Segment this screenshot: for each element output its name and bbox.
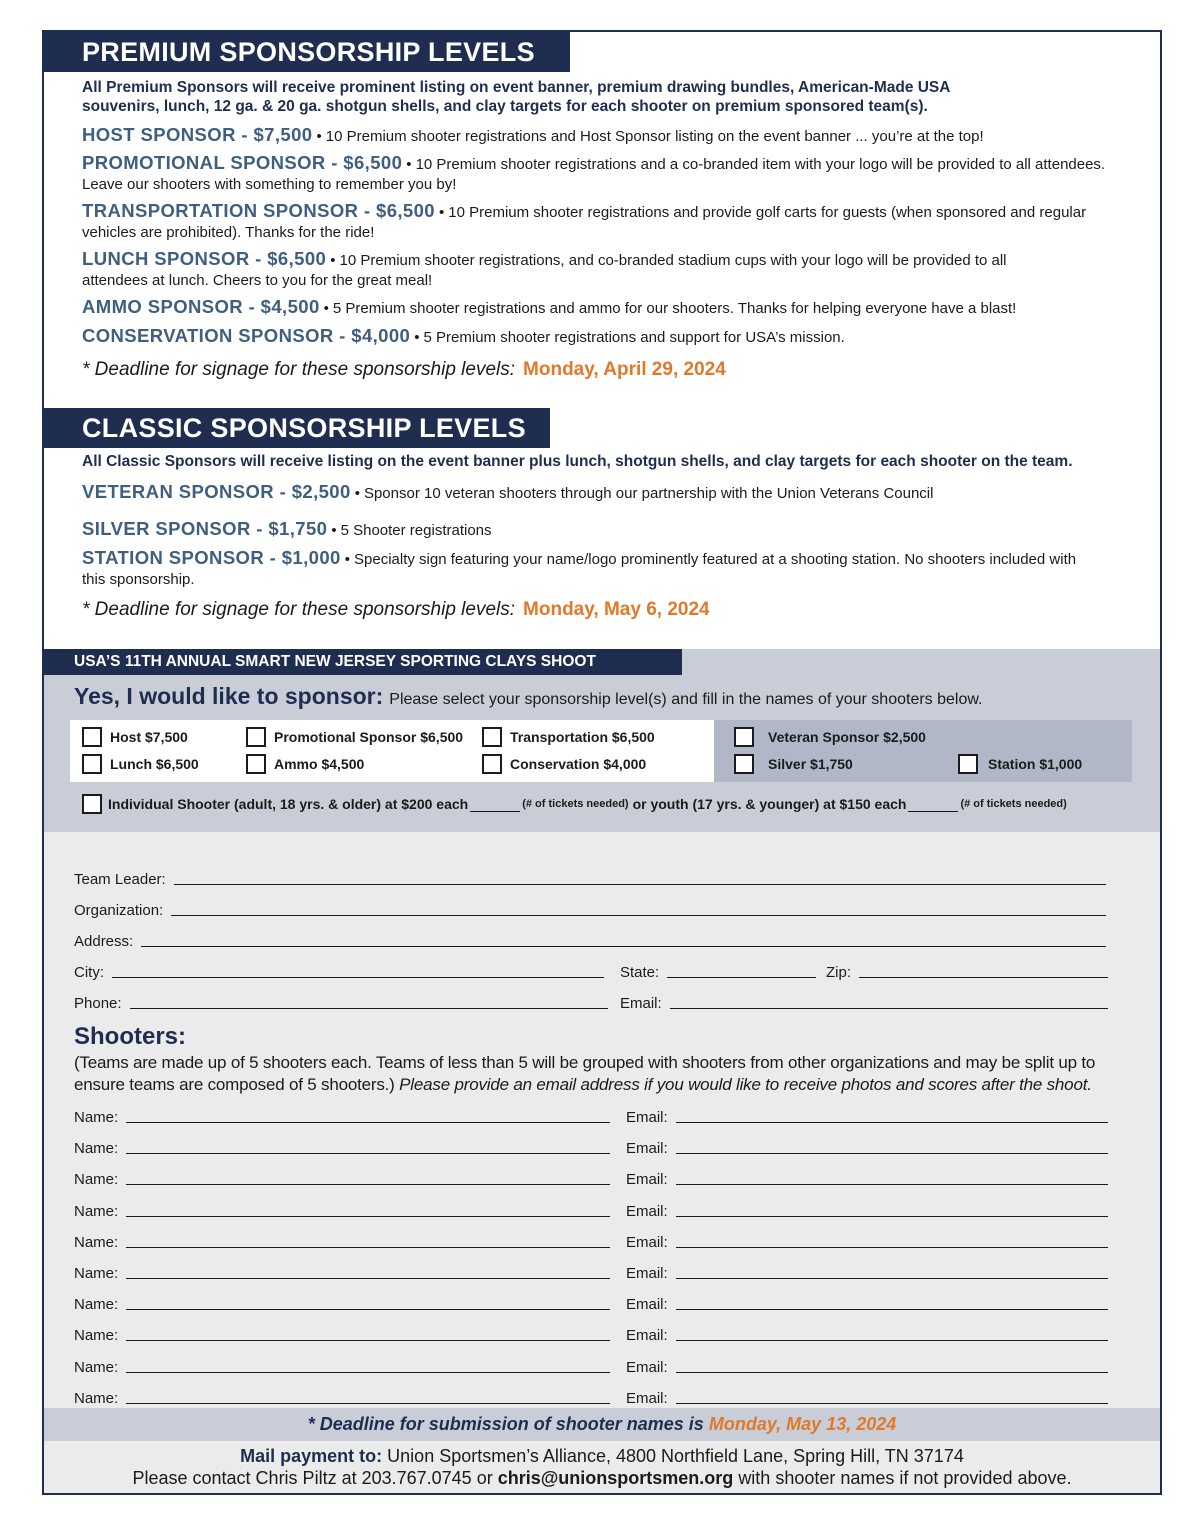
field-label: Email: [626, 1109, 668, 1126]
field-label: Name: [74, 1358, 119, 1376]
shooters-note [74, 1052, 1134, 1096]
sponsorship-form-page [42, 30, 1162, 1495]
field-label: Email: [626, 1358, 668, 1376]
checkbox-label: Transportation $6,500 [510, 729, 655, 745]
checkbox-square[interactable] [246, 727, 266, 747]
organization-field[interactable] [74, 902, 1106, 919]
sponsor-selection-panel [44, 649, 1160, 832]
contact-post: with shooter names if not provided above. [738, 1468, 1072, 1488]
level-desc: 10 Premium shooter registrations and a co-branded item with your logo will be provided to all attendees. Leave our shooters with something to remember you by! [82, 156, 1106, 193]
premium-level-lunch: LUNCH SPONSOR - $6,500 • 10 Premium shooter registrations, and co-branded stadium cups with your logo will be provided to all attendees at lunch. Cheers to you for the great meal! [82, 248, 1007, 289]
mailing-info [44, 1445, 1160, 1489]
city-field[interactable] [74, 964, 604, 981]
event-banner: USA’S 11TH ANNUAL SMART NEW JERSEY SPORTING CLAYS SHOOT [44, 649, 682, 675]
checkbox-square[interactable] [734, 754, 754, 774]
checkbox-square[interactable] [482, 754, 502, 774]
submission-deadline-label: * Deadline for submission of shooter names is [307, 1414, 704, 1434]
field-label: Phone: [74, 995, 122, 1012]
classic-level-veteran: VETERAN SPONSOR - $2,500 • Sponsor 10 veteran shooters through our partnership with the Union Veterans Council [82, 481, 934, 502]
shooter-name-input-line[interactable] [126, 1277, 610, 1279]
field-label: Email: [620, 995, 662, 1012]
field-label: Zip: [826, 964, 852, 981]
shooter-name-input-line[interactable] [126, 1371, 610, 1373]
shooter-email-input-line[interactable] [676, 1308, 1108, 1310]
field-label: Email: [626, 1233, 668, 1251]
shooter-email-input-line[interactable] [676, 1215, 1108, 1217]
shooter-email-input-line[interactable] [676, 1402, 1108, 1404]
deadline-label: * Deadline for signage for these sponsorship levels: [82, 359, 516, 380]
field-label: Address: [74, 933, 134, 950]
classic-intro: All Classic Sponsors will receive listing on the event banner plus lunch, shotgun shells, and clay targets for each shooter on the team. [82, 453, 1073, 470]
email-input-line[interactable] [670, 1007, 1108, 1009]
phone-input-line[interactable] [130, 1007, 608, 1009]
checkbox-square[interactable] [82, 727, 102, 747]
checkbox-square[interactable] [82, 754, 102, 774]
shooter-name-input-line[interactable] [126, 1339, 610, 1341]
mail-address: Union Sportsmen’s Alliance, 4800 Northfield Lane, Spring Hill, TN 37174 [387, 1446, 964, 1466]
shooter-email-field[interactable] [626, 1140, 1108, 1157]
checkbox-label: Veteran Sponsor $2,500 [768, 729, 926, 745]
checkbox-square[interactable] [734, 727, 754, 747]
checkbox-promotional[interactable] [246, 727, 463, 747]
shooter-name-field[interactable] [74, 1265, 610, 1282]
shooter-name-input-line[interactable] [126, 1215, 610, 1217]
field-label: Email: [626, 1327, 668, 1345]
shooter-name-input-line[interactable] [126, 1183, 610, 1185]
shooter-email-input-line[interactable] [676, 1246, 1108, 1248]
shooter-name-input-line[interactable] [126, 1402, 610, 1404]
checkbox-square[interactable] [482, 727, 502, 747]
team-leader-field[interactable] [74, 871, 1106, 888]
deadline-label: * Deadline for signage for these sponsorship levels: [82, 599, 516, 620]
checkbox-label: Host $7,500 [110, 729, 188, 745]
premium-level-conservation: CONSERVATION SPONSOR - $4,000 • 5 Premium shooter registrations and support for USA’s mission. [82, 325, 845, 346]
shooter-email-field[interactable] [626, 1265, 1108, 1282]
tickets-needed-note: (# of tickets needed) [960, 798, 1067, 810]
field-label: Email: [626, 1265, 668, 1282]
mail-label: Mail payment to: [240, 1446, 383, 1466]
field-label: Name: [74, 1140, 119, 1158]
field-label: Name: [74, 1109, 119, 1126]
level-desc: 5 Premium shooter registrations and support for USA’s mission. [423, 329, 845, 346]
shooter-name-field[interactable] [74, 1390, 610, 1407]
level-name: SILVER SPONSOR - $1,750 [82, 518, 328, 539]
premium-intro: All Premium Sponsors will receive prominent listing on event banner, premium drawing bundles, American-Made USA souvenirs, lunch, 12 ga. & 20 ga. shotgun shells, and clay targets for each shooter on premium sponsored team(s). [82, 79, 950, 115]
field-label: Email: [626, 1296, 668, 1314]
shooter-email-input-line[interactable] [676, 1152, 1108, 1154]
field-label: Email: [626, 1389, 668, 1407]
level-name: STATION SPONSOR - $1,000 [82, 547, 341, 568]
checkbox-ammo[interactable] [246, 754, 364, 774]
shooter-name-input-line[interactable] [126, 1246, 610, 1248]
premium-section-heading: PREMIUM SPONSORSHIP LEVELS [44, 32, 570, 72]
shooter-name-input-line[interactable] [126, 1308, 610, 1310]
field-label: Email: [626, 1171, 668, 1189]
checkbox-label: Lunch $6,500 [110, 756, 199, 772]
shooter-name-field[interactable] [74, 1203, 610, 1220]
field-label: Name: [74, 1233, 119, 1251]
address-field[interactable] [74, 933, 1106, 950]
level-desc: 10 Premium shooter registrations and provide golf carts for guests (when sponsored and regular vehicles are prohibited). Thanks for the ride! [82, 204, 1087, 241]
checkbox-square[interactable] [246, 754, 266, 774]
shooter-email-field[interactable] [626, 1171, 1108, 1188]
level-desc: 10 Premium shooter registrations, and co-branded stadium cups with your logo will be provided to all attendees at lunch. Cheers to you for the great meal! [82, 252, 1007, 289]
level-desc: 5 Shooter registrations [340, 522, 492, 539]
shooters-heading: Shooters: [74, 1023, 187, 1050]
field-label: Name: [74, 1202, 119, 1220]
premium-deadline [82, 359, 726, 381]
checkbox-conservation[interactable] [482, 754, 646, 774]
shooter-name-field[interactable] [74, 1109, 610, 1126]
level-name: HOST SPONSOR - $7,500 [82, 124, 313, 145]
shooter-email-field[interactable] [626, 1109, 1108, 1126]
checkbox-station[interactable] [958, 754, 1082, 774]
checkbox-host[interactable] [82, 727, 188, 747]
checkbox-label: Silver $1,750 [768, 756, 853, 772]
checkbox-veteran[interactable] [734, 727, 926, 747]
state-input-line[interactable] [667, 976, 816, 978]
field-label: City: [74, 964, 104, 981]
shooter-email-input-line[interactable] [676, 1339, 1108, 1341]
level-name: CONSERVATION SPONSOR - $4,000 [82, 325, 411, 346]
shooter-name-field[interactable] [74, 1234, 610, 1251]
adult-tickets-blank[interactable] [470, 797, 520, 812]
checkbox-square[interactable] [958, 754, 978, 774]
individual-youth-label: or youth (17 yrs. & younger) at $150 each [632, 796, 907, 812]
checkbox-lunch[interactable] [82, 754, 199, 774]
shooter-email-field[interactable] [626, 1359, 1108, 1376]
shooter-email-input-line[interactable] [676, 1371, 1108, 1373]
individual-shooter-option[interactable] [82, 794, 1067, 814]
shooter-name-input-line[interactable] [126, 1121, 610, 1123]
youth-tickets-blank[interactable] [908, 797, 958, 812]
premium-level-promotional: PROMOTIONAL SPONSOR - $6,500 • 10 Premium shooter registrations and a co-branded item with your logo will be provided to all attendees. Leave our shooters with something to remember you by! [82, 152, 1106, 193]
checkbox-label: Promotional Sponsor $6,500 [274, 729, 464, 745]
shooter-email-field[interactable] [626, 1296, 1108, 1313]
shooters-note-text: (Teams are made up of 5 shooters each. Teams of less than 5 will be grouped with shooters from other organizations and may be split up to ensure teams are composed of 5 shooters.) [74, 1053, 1096, 1094]
field-label: Name: [74, 1265, 119, 1282]
registration-form [44, 649, 1160, 1495]
tickets-needed-note: (# of tickets needed) [522, 798, 629, 810]
level-desc: Specialty sign featuring your name/logo prominently featured at a shooting station. No shooters included with this sponsorship. [82, 551, 1077, 588]
sponsor-title: Yes, I would like to sponsor: [74, 683, 384, 709]
mail-line [44, 1445, 1160, 1467]
shooter-name-field[interactable] [74, 1296, 610, 1313]
zip-field[interactable] [826, 964, 1108, 981]
premium-level-ammo: AMMO SPONSOR - $4,500 • 5 Premium shooter registrations and ammo for our shooters. Thanks for helping everyone have a blast! [82, 296, 1017, 317]
shooter-email-field[interactable] [626, 1234, 1108, 1251]
checkbox-square[interactable] [82, 794, 102, 814]
shooter-name-input-line[interactable] [126, 1152, 610, 1154]
level-name: AMMO SPONSOR - $4,500 [82, 296, 320, 317]
individual-adult-label: Individual Shooter (adult, 18 yrs. & older) at $200 each [108, 796, 469, 812]
field-label: Email: [626, 1202, 668, 1220]
field-label: Organization: [74, 902, 164, 919]
checkbox-silver[interactable] [734, 754, 853, 774]
zip-input-line[interactable] [859, 976, 1108, 978]
checkbox-label: Conservation $4,000 [510, 756, 647, 772]
shooter-email-input-line[interactable] [676, 1277, 1108, 1279]
level-desc: Sponsor 10 veteran shooters through our partnership with the Union Veterans Council [363, 485, 934, 502]
level-name: TRANSPORTATION SPONSOR - $6,500 [82, 200, 435, 221]
contact-email-link[interactable]: chris@unionsportsmen.org [497, 1468, 734, 1488]
level-name: PROMOTIONAL SPONSOR - $6,500 [82, 152, 403, 173]
shooter-email-field[interactable] [626, 1390, 1108, 1407]
shooter-email-input-line[interactable] [676, 1183, 1108, 1185]
contact-pre: Please contact Chris Piltz at 203.767.0745 or [132, 1468, 493, 1488]
classic-level-silver: SILVER SPONSOR - $1,750 • 5 Shooter registrations [82, 518, 492, 539]
shooter-name-field[interactable] [74, 1327, 610, 1344]
organization-input-line[interactable] [171, 914, 1106, 916]
premium-level-transportation: TRANSPORTATION SPONSOR - $6,500 • 10 Premium shooter registrations and provide golf carts for guests (when sponsored and regular vehicles are prohibited). Thanks for the ride! [82, 200, 1087, 241]
shooter-name-field[interactable] [74, 1171, 610, 1188]
shooter-name-field[interactable] [74, 1140, 610, 1157]
shooter-name-field[interactable] [74, 1359, 610, 1376]
field-label: Name: [74, 1389, 119, 1407]
level-name: LUNCH SPONSOR - $6,500 [82, 248, 327, 269]
city-input-line[interactable] [112, 976, 604, 978]
premium-level-host: HOST SPONSOR - $7,500 • 10 Premium shooter registrations and Host Sponsor listing on the event banner ... you’re at the top! [82, 124, 984, 145]
field-label: Name: [74, 1171, 119, 1189]
field-label: State: [620, 964, 660, 981]
shooter-email-field[interactable] [626, 1203, 1108, 1220]
level-desc: 5 Premium shooter registrations and ammo for our shooters. Thanks for helping everyone have a blast! [332, 300, 1017, 317]
team-leader-input-line[interactable] [174, 883, 1106, 885]
classic-section-heading: CLASSIC SPONSORSHIP LEVELS [44, 408, 550, 448]
checkbox-label: Station $1,000 [988, 756, 1083, 772]
field-label: Name: [74, 1327, 119, 1345]
sponsor-heading-line [74, 683, 982, 710]
shooter-email-input-line[interactable] [676, 1121, 1108, 1123]
classic-deadline [82, 599, 710, 621]
email-field[interactable] [620, 995, 1108, 1012]
level-desc: 10 Premium shooter registrations and Host Sponsor listing on the event banner ... you’re at the top! [325, 128, 984, 145]
sponsor-instructions: Please select your sponsorship level(s) and fill in the names of your shooters below. [389, 691, 983, 708]
contact-line [44, 1467, 1160, 1489]
submission-deadline-date: Monday, May 13, 2024 [708, 1414, 897, 1434]
classic-level-station: STATION SPONSOR - $1,000 • Specialty sign featuring your name/logo prominently featured at a shooting station. No shooters included with this sponsorship. [82, 547, 1077, 588]
deadline-date: Monday, May 6, 2024 [523, 599, 710, 620]
state-field[interactable] [620, 964, 816, 981]
shooters-note-italic: Please provide an email address if you would like to receive photos and scores after the shoot. [399, 1075, 1092, 1094]
checkbox-label: Ammo $4,500 [274, 756, 365, 772]
deadline-date: Monday, April 29, 2024 [523, 359, 726, 380]
checkbox-transportation[interactable] [482, 727, 655, 747]
level-name: VETERAN SPONSOR - $2,500 [82, 481, 351, 502]
field-label: Email: [626, 1140, 668, 1158]
phone-field[interactable] [74, 995, 608, 1012]
field-label: Team Leader: [74, 871, 166, 888]
address-input-line[interactable] [141, 945, 1106, 947]
shooter-email-field[interactable] [626, 1327, 1108, 1344]
submission-deadline-bar [44, 1408, 1160, 1441]
field-label: Name: [74, 1296, 119, 1314]
